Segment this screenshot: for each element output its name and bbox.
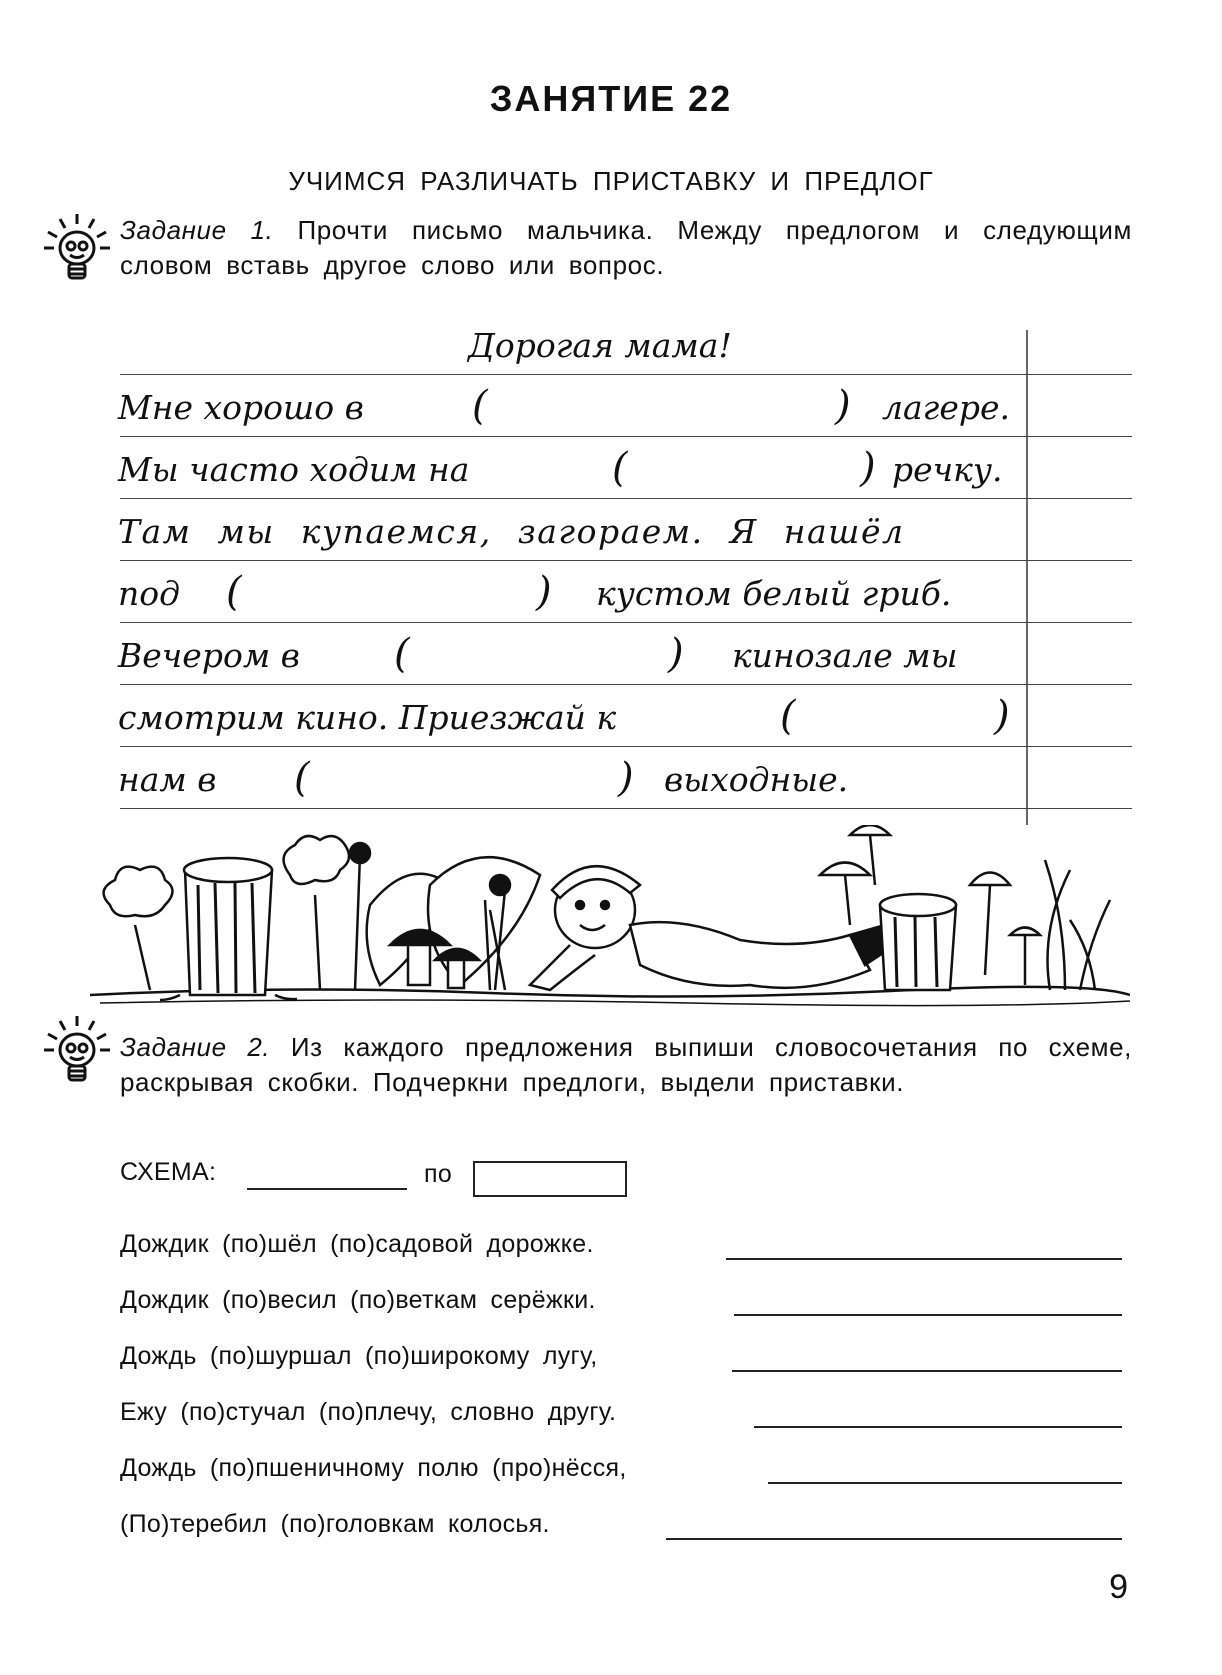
letter-line-2-after: речку. [892, 450, 1003, 489]
letter-blank-4-open: ( [226, 569, 242, 615]
letter-line-4-before: под [118, 574, 181, 613]
sentence-5: Дождь (по)пшеничному полю (про)нёсся, [120, 1454, 627, 1482]
answer-line-6[interactable] [666, 1538, 1122, 1540]
letter-blank-7-close: ) [618, 755, 634, 801]
letter-line-7-after: выходные. [664, 760, 849, 799]
answer-line-4[interactable] [754, 1426, 1122, 1428]
lesson-title: ЗАНЯТИЕ 22 [489, 78, 733, 119]
letter-blank-2-close: ) [860, 445, 876, 491]
answer-line-5[interactable] [768, 1482, 1122, 1484]
letter-blank-2-open: ( [612, 445, 628, 491]
scheme-label: СХЕМА: [120, 1158, 217, 1186]
sentence-2: Дождик (по)весил (по)веткам серёжки. [120, 1286, 596, 1314]
letter-blank-7-open: ( [294, 755, 310, 801]
task2-text: Из каждого предложения выпиши словосочетания по схеме, раскрывая скобки. Подчеркни предлоги, выдели приставки. [120, 1032, 1133, 1097]
sentence-6: (По)теребил (по)головкам колосья. [120, 1510, 550, 1538]
letter-line-3: Там мы купаемся, загораем. Я нашёл [118, 512, 905, 551]
answer-line-1[interactable] [726, 1258, 1122, 1260]
task2-instructions [120, 1030, 1132, 1100]
lightbulb-icon [42, 210, 112, 290]
letter-blank-5-open: ( [394, 631, 410, 677]
scheme-box [473, 1161, 627, 1197]
letter-blank-4-close: ) [536, 569, 552, 615]
answer-line-2[interactable] [734, 1314, 1122, 1316]
letter-line-5-after: кинозале мы [732, 636, 958, 675]
task1-text: Прочти письмо мальчика. Между предлогом и следующим словом вставь другое слово или вопрос. [120, 215, 1133, 280]
forest-boy-illustration [90, 825, 1130, 1010]
letter-line-5-before: Вечером в [118, 636, 300, 675]
letter-line-6-before: смотрим кино. Приезжай к [118, 698, 617, 737]
letter-line-4-after: кустом белый гриб. [596, 574, 952, 613]
sentence-4: Ежу (по)стучал (по)плечу, словно другу. [120, 1398, 617, 1426]
letter-blank-6-close: ) [994, 693, 1010, 739]
task1-label: Задание 1. [120, 215, 274, 245]
letter-greeting: Дорогая мама! [468, 326, 732, 365]
answer-line-3[interactable] [732, 1370, 1122, 1372]
scheme-preposition: по [424, 1160, 453, 1188]
sentence-1: Дождик (по)шёл (по)садовой дорожке. [120, 1230, 594, 1258]
sentence-3: Дождь (по)шуршал (по)широкому лугу, [120, 1342, 598, 1370]
page-number: 9 [1109, 1568, 1128, 1606]
lesson-subtitle: УЧИМСЯ РАЗЛИЧАТЬ ПРИСТАВКУ И ПРЕДЛОГ [288, 166, 934, 196]
task1-instructions [120, 213, 1132, 283]
lightbulb-icon [42, 1012, 112, 1092]
letter-line-7-before: нам в [118, 760, 217, 799]
letter-blank-1-open: ( [472, 383, 488, 429]
margin-line [1026, 330, 1028, 825]
letter-blank-6-open: ( [780, 693, 796, 739]
letter-line-1-after: лагере. [882, 388, 1011, 427]
scheme-word-line [247, 1188, 407, 1190]
letter-blank-5-close: ) [668, 631, 684, 677]
letter-line-1-before: Мне хорошо в [118, 388, 364, 427]
letter-line-2-before: Мы часто ходим на [118, 450, 470, 489]
letter-blank-1-close: ) [835, 383, 851, 429]
task2-label: Задание 2. [120, 1032, 271, 1062]
